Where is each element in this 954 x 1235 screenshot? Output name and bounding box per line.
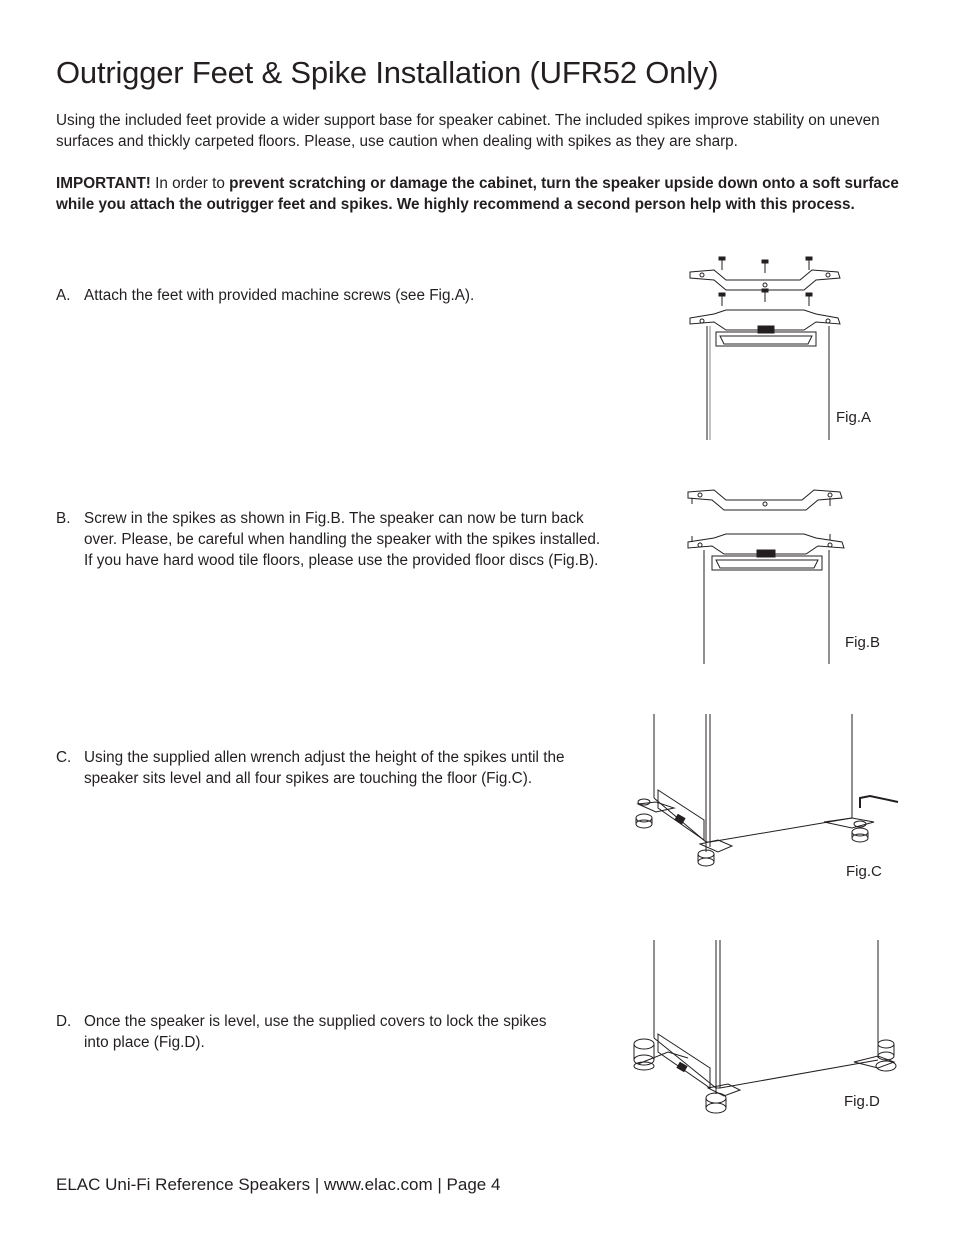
step-d-text: Once the speaker is level, use the supplied covers to lock the spikes into place (Fig.D). — [84, 1013, 547, 1051]
step-a-letter: A. — [56, 287, 71, 304]
figure-b-label: Fig.B — [845, 634, 881, 651]
intro-paragraph: Using the included feet provide a wider support base for speaker cabinet. The included spikes improve stability on uneven surfaces and thickly carpeted floors. Please, use caution when dealing with spikes as they are sharp. — [56, 112, 880, 150]
step-b-letter: B. — [56, 510, 71, 527]
important-paragraph — [56, 174, 901, 215]
figure-a — [680, 250, 860, 442]
step-b-text: Screw in the spikes as shown in Fig.B. The speaker can now be turn back over. Please, be careful when handling the speaker with the spikes installed. If you have hard wood tile floors, please use the provided floor discs (Fig.B). — [84, 510, 601, 569]
figure-a-label: Fig.A — [836, 409, 872, 426]
page-footer: ELAC Uni-Fi Reference Speakers | www.elac.com | Page 4 — [56, 1175, 501, 1194]
figure-c — [628, 712, 904, 874]
page-title: Outrigger Feet & Spike Installation (UFR52 Only) — [56, 55, 719, 90]
figure-b — [680, 484, 860, 666]
important-text: prevent scratching or damage the cabinet, turn the speaker upside down onto a soft surface while you attach the outrigger feet and spikes. We highly recommend a second person help with this process. — [56, 175, 899, 213]
figure-d-label: Fig.D — [844, 1093, 880, 1110]
step-c-letter: C. — [56, 749, 72, 766]
step-d-letter: D. — [56, 1013, 72, 1030]
important-connector: In order to — [150, 175, 230, 192]
screw-icon — [719, 257, 812, 273]
step-c-text: Using the supplied allen wrench adjust the height of the spikes until the speaker sits level and all four spikes are touching the floor (Fig.C). — [84, 749, 565, 787]
figure-d — [628, 938, 904, 1118]
screw-icon — [719, 289, 812, 306]
allen-wrench-icon — [860, 796, 898, 808]
step-a-text: Attach the feet with provided machine screws (see Fig.A). — [84, 287, 475, 304]
figure-c-label: Fig.C — [846, 863, 882, 880]
important-label: IMPORTANT! — [56, 175, 151, 192]
